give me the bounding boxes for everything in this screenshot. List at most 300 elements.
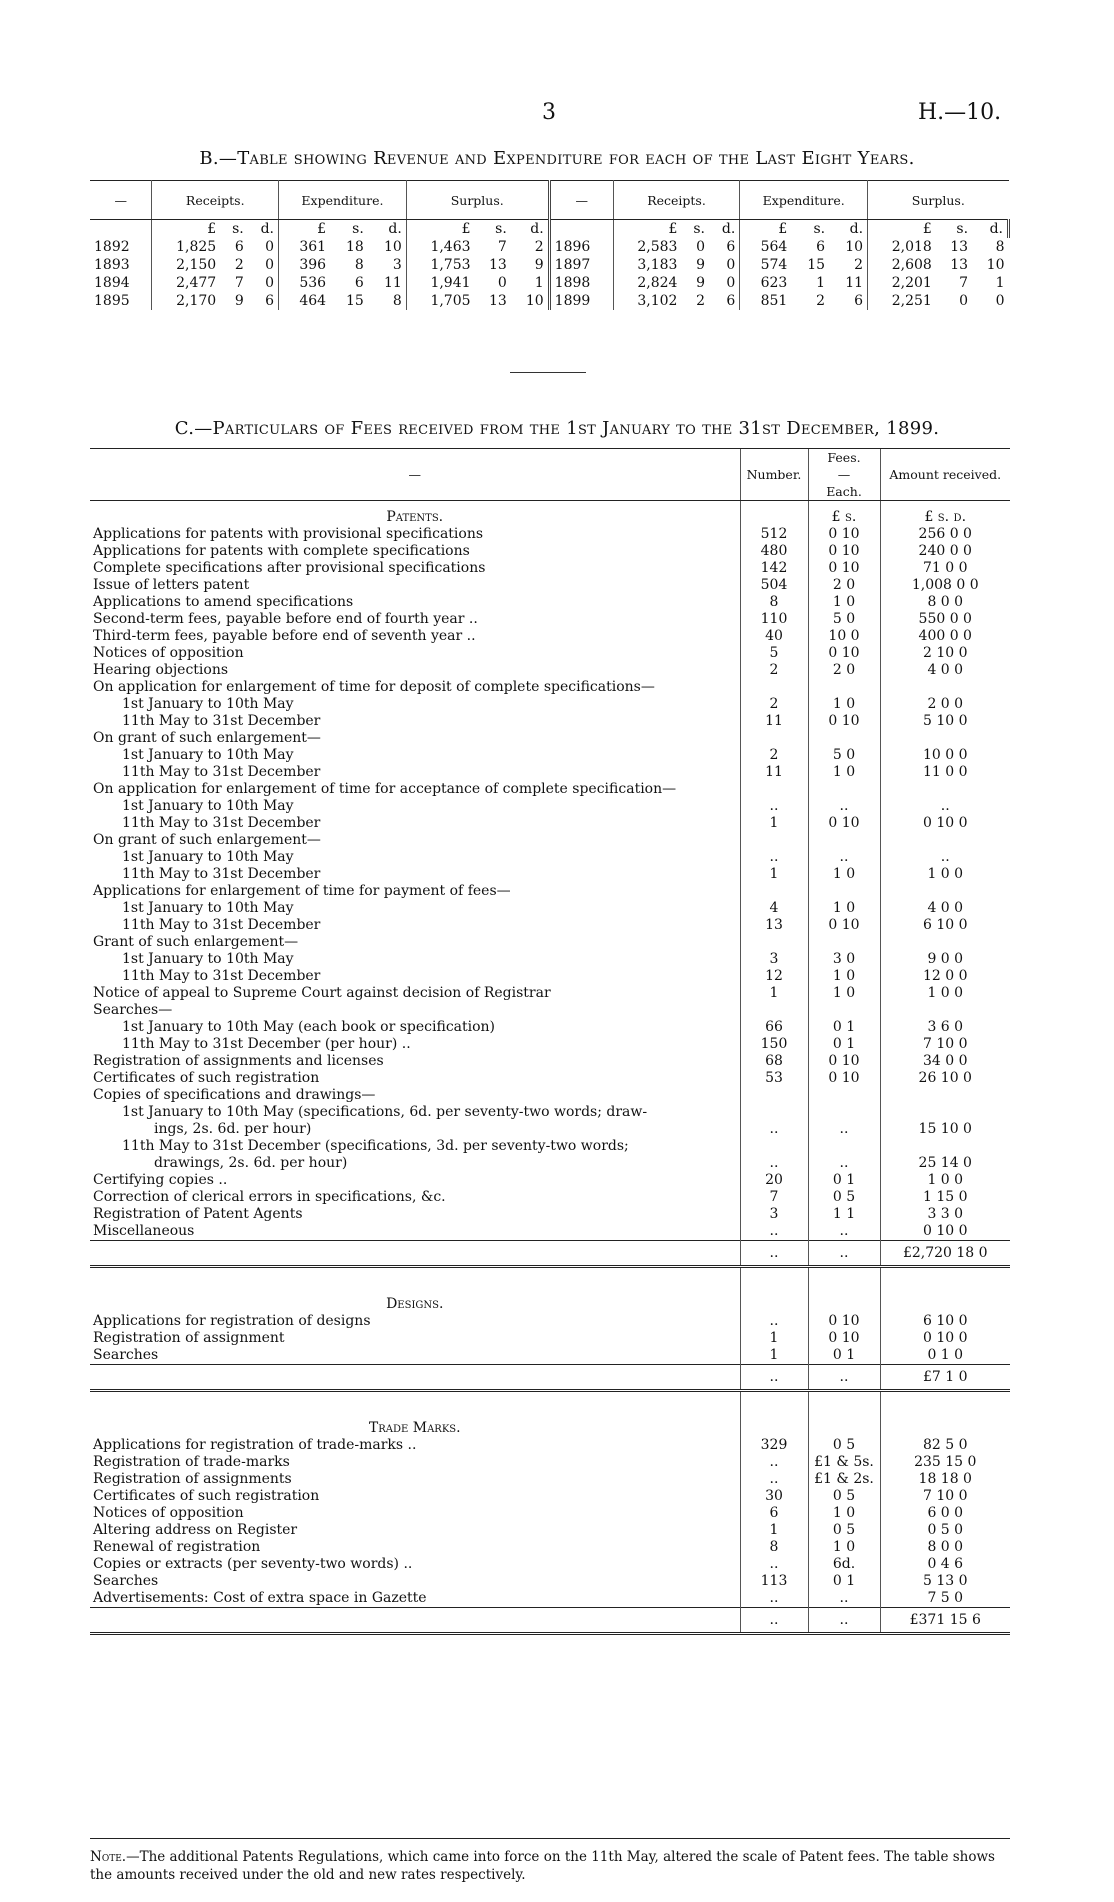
description-cell: ings, 2s. 6d. per hour)	[154, 1121, 312, 1137]
number-cell	[740, 679, 808, 696]
section-heading-row	[90, 501, 1010, 527]
year-cell: 1897	[549, 256, 613, 274]
unit-label: d.	[829, 220, 868, 239]
number-cell: 2	[740, 696, 808, 713]
empty-cell	[880, 1267, 1010, 1289]
unit-label: s.	[495, 221, 507, 237]
money-cell: 10	[511, 292, 549, 310]
unit-label: d.	[368, 220, 407, 239]
amount-cell	[880, 1002, 1010, 1019]
money-cell: 0	[995, 293, 1005, 309]
amount-cell: 0 10 0	[880, 1223, 1010, 1241]
col-fees-label: Fees.	[827, 450, 861, 465]
description-cell: Altering address on Register	[93, 1522, 298, 1538]
col-amount: Amount received.	[880, 449, 1010, 501]
fee-cell: 0 1	[808, 1172, 880, 1189]
table-row	[90, 256, 1009, 274]
money-cell: 6	[816, 239, 826, 255]
number-cell: 110	[740, 611, 808, 628]
table-row	[90, 1505, 1010, 1522]
col-expenditure: Expenditure.	[279, 181, 407, 220]
year-cell: 1894	[90, 274, 152, 292]
number-cell: 8	[740, 594, 808, 611]
number-cell: ..	[740, 1155, 808, 1172]
unit-label: £ s. d.	[880, 501, 1010, 527]
table-row	[90, 1573, 1010, 1590]
number-cell: ..	[740, 1365, 808, 1391]
number-cell: 12	[740, 968, 808, 985]
table-row	[90, 1036, 1010, 1053]
total-amount: £2,720 18 0	[880, 1241, 1010, 1267]
table-row	[90, 679, 1010, 696]
amount-cell: 7 10 0	[880, 1488, 1010, 1505]
money-cell: 1	[511, 274, 549, 292]
money-cell: 2	[511, 238, 549, 256]
amount-cell: 71 0 0	[880, 560, 1010, 577]
table-row	[90, 1556, 1010, 1573]
description-cell: Second-term fees, payable before end of fourth year ..	[93, 611, 478, 627]
units-row	[90, 220, 1009, 239]
fee-cell: 1 0	[808, 968, 880, 985]
amount-cell: 550 0 0	[880, 611, 1010, 628]
amount-cell: 18 18 0	[880, 1471, 1010, 1488]
number-cell: 1	[740, 985, 808, 1002]
unit-label	[808, 1288, 880, 1313]
description-cell: 1st January to 10th May	[122, 951, 294, 967]
money-cell: 6	[354, 275, 364, 291]
total-amount: £7 1 0	[880, 1365, 1010, 1391]
amount-cell: 7 10 0	[880, 1036, 1010, 1053]
number-cell: 7	[740, 1189, 808, 1206]
amount-cell	[880, 832, 1010, 849]
fee-cell: 10 0	[808, 628, 880, 645]
money-cell: 564	[760, 239, 788, 255]
amount-cell: 2 0 0	[880, 696, 1010, 713]
total-row	[90, 1241, 1010, 1267]
fee-cell: 0 10	[808, 560, 880, 577]
money-cell: 1,463	[430, 239, 471, 255]
description-cell: 1st January to 10th May	[122, 798, 294, 814]
col-receipts: Receipts.	[613, 181, 740, 220]
fee-cell: 5 0	[808, 747, 880, 764]
number-cell: 11	[740, 713, 808, 730]
money-cell: 15	[345, 293, 364, 309]
amount-cell	[880, 679, 1010, 696]
money-cell: 0	[709, 274, 740, 292]
money-cell: 9	[234, 293, 244, 309]
money-cell: 574	[760, 257, 788, 273]
description-cell: Copies or extracts (per seventy-two words) ..	[93, 1556, 413, 1572]
empty-cell	[90, 1267, 740, 1289]
money-cell: 6	[234, 239, 244, 255]
empty-cell	[808, 1391, 880, 1413]
amount-cell: 82 5 0	[880, 1437, 1010, 1454]
table-row	[90, 1104, 1010, 1121]
table-row	[90, 594, 1010, 611]
fee-cell: 1 0	[808, 866, 880, 883]
fee-cell: 1 0	[808, 900, 880, 917]
revenue-expenditure-table	[90, 180, 1010, 310]
table-row	[90, 900, 1010, 917]
number-cell	[740, 1104, 808, 1121]
amount-cell: 0 10 0	[880, 815, 1010, 832]
money-cell: 9	[696, 257, 706, 273]
table-row	[90, 866, 1010, 883]
description-cell: 11th May to 31st December (specifications, 3d. per seventy-two words;	[122, 1138, 629, 1154]
money-cell: 18	[345, 239, 364, 255]
units-spacer	[549, 220, 613, 239]
description-cell: Notices of opposition	[93, 1505, 244, 1521]
fee-cell: ..	[808, 1121, 880, 1138]
table-row	[90, 611, 1010, 628]
section-heading: Patents.	[386, 509, 444, 525]
table-row	[90, 764, 1010, 781]
section-heading: Trade Marks.	[368, 1420, 461, 1436]
fee-cell	[808, 934, 880, 951]
description-cell: Certifying copies ..	[93, 1172, 228, 1188]
number-cell: ..	[740, 1313, 808, 1330]
fee-cell: ..	[808, 1241, 880, 1267]
description-cell: 11th May to 31st December	[122, 866, 321, 882]
money-cell: 0	[248, 274, 279, 292]
empty-cell	[740, 1412, 808, 1437]
money-cell: 2,251	[891, 293, 932, 309]
table-row	[90, 747, 1010, 764]
money-cell: 0	[959, 293, 969, 309]
number-cell: 3	[740, 1206, 808, 1223]
description-cell: On grant of such enlargement—	[93, 730, 321, 746]
fee-cell: ..	[808, 1608, 880, 1634]
description-cell: Issue of letters patent	[93, 577, 250, 593]
empty-cell	[90, 1365, 740, 1391]
unit-label: £	[461, 221, 471, 237]
amount-cell: 10 0 0	[880, 747, 1010, 764]
number-cell	[740, 1087, 808, 1104]
unit-label: d.	[972, 220, 1008, 239]
amount-cell	[880, 883, 1010, 900]
money-cell: 9	[696, 275, 706, 291]
amount-cell: 6 0 0	[880, 1505, 1010, 1522]
section-heading: Designs.	[386, 1296, 444, 1312]
table-row	[90, 526, 1010, 543]
col-surplus: Surplus.	[868, 181, 1009, 220]
description-cell: Hearing objections	[93, 662, 229, 678]
fee-cell	[808, 1104, 880, 1121]
fees-table	[90, 448, 1010, 1635]
fee-cell: 0 10	[808, 815, 880, 832]
number-cell: 512	[740, 526, 808, 543]
description-cell: Grant of such enlargement—	[93, 934, 299, 950]
number-cell: 53	[740, 1070, 808, 1087]
unit-label: £	[922, 221, 932, 237]
money-cell: 13	[488, 293, 507, 309]
amount-cell: 240 0 0	[880, 543, 1010, 560]
table-row	[90, 883, 1010, 900]
table-row	[90, 645, 1010, 662]
money-cell: 1	[995, 275, 1005, 291]
total-row	[90, 1608, 1010, 1634]
fee-cell: 0 5	[808, 1522, 880, 1539]
table-row	[90, 781, 1010, 798]
col-fees-each: Each.	[826, 484, 862, 499]
amount-cell: 3 3 0	[880, 1206, 1010, 1223]
col-fees	[808, 449, 880, 501]
amount-cell: 7 5 0	[880, 1590, 1010, 1608]
empty-cell	[90, 1391, 740, 1413]
description-cell: Applications for enlargement of time for payment of fees—	[93, 883, 511, 899]
unit-label: s.	[232, 221, 244, 237]
money-cell: 7	[234, 275, 244, 291]
money-cell: 2	[234, 257, 244, 273]
fee-cell: 0 1	[808, 1573, 880, 1590]
table-row	[90, 1002, 1010, 1019]
money-cell: 1,825	[176, 239, 217, 255]
description-cell: Notices of opposition	[93, 645, 244, 661]
table-row	[90, 1223, 1010, 1241]
fee-cell: ..	[808, 1590, 880, 1608]
amount-cell: 235 15 0	[880, 1454, 1010, 1471]
description-cell: On application for enlargement of time for deposit of complete specifications—	[93, 679, 655, 695]
fee-cell: 0 5	[808, 1189, 880, 1206]
amount-cell: 5 13 0	[880, 1573, 1010, 1590]
fee-cell: 1 0	[808, 594, 880, 611]
money-cell: 0	[497, 275, 507, 291]
money-cell: 8	[995, 239, 1005, 255]
table-row	[90, 985, 1010, 1002]
col-surplus: Surplus.	[406, 181, 549, 220]
unit-label: d.	[709, 220, 740, 239]
amount-cell: 400 0 0	[880, 628, 1010, 645]
description-cell: Complete specifications after provisional specifications	[93, 560, 486, 576]
amount-cell: 1,008 0 0	[880, 577, 1010, 594]
fee-cell	[808, 832, 880, 849]
unit-label: d.	[248, 220, 279, 239]
number-cell: ..	[740, 1241, 808, 1267]
table-row	[90, 730, 1010, 747]
year-cell: 1893	[90, 256, 152, 274]
empty-cell	[740, 501, 808, 527]
unit-label: s.	[813, 221, 826, 237]
unit-label: £	[207, 221, 217, 237]
money-cell: 2	[696, 293, 706, 309]
fee-cell: 2 0	[808, 577, 880, 594]
money-cell: 6	[709, 238, 740, 256]
year-cell: 1895	[90, 292, 152, 310]
fee-cell: ..	[808, 798, 880, 815]
description-cell: 1st January to 10th May	[122, 849, 294, 865]
description-cell: Applications for patents with provisional specifications	[93, 526, 484, 542]
money-cell: 6	[709, 292, 740, 310]
table-row	[90, 543, 1010, 560]
unit-label: d.	[511, 220, 549, 239]
amount-cell: 256 0 0	[880, 526, 1010, 543]
money-cell: 9	[511, 256, 549, 274]
description-cell: drawings, 2s. 6d. per hour)	[154, 1155, 348, 1171]
table-row	[90, 696, 1010, 713]
money-cell: 8	[368, 292, 407, 310]
money-cell: 3	[368, 256, 407, 274]
amount-cell	[880, 1138, 1010, 1155]
description-cell: 11th May to 31st December (per hour) ..	[122, 1036, 411, 1052]
number-cell: 11	[740, 764, 808, 781]
table-row	[90, 1070, 1010, 1087]
fee-cell	[808, 730, 880, 747]
note-label: Note.	[90, 1849, 127, 1865]
money-cell: 2,201	[891, 275, 932, 291]
number-cell: 66	[740, 1019, 808, 1036]
amount-cell: 26 10 0	[880, 1070, 1010, 1087]
money-cell: 0	[709, 256, 740, 274]
description-cell: On application for enlargement of time for acceptance of complete specification—	[93, 781, 677, 797]
description-cell: 11th May to 31st December	[122, 713, 321, 729]
number-cell: 504	[740, 577, 808, 594]
number-cell: 3	[740, 951, 808, 968]
fee-cell: 1 0	[808, 1505, 880, 1522]
unit-label	[880, 1412, 1010, 1437]
amount-cell: 1 0 0	[880, 866, 1010, 883]
table-row	[90, 1539, 1010, 1556]
number-cell: ..	[740, 1223, 808, 1241]
number-cell: ..	[740, 1608, 808, 1634]
number-cell	[740, 1138, 808, 1155]
col-fees-dash: —	[837, 467, 851, 482]
amount-cell: 12 0 0	[880, 968, 1010, 985]
number-cell: ..	[740, 1121, 808, 1138]
table-row	[90, 849, 1010, 866]
number-cell: 113	[740, 1573, 808, 1590]
money-cell: 2,018	[891, 239, 932, 255]
fee-cell: 0 10	[808, 1070, 880, 1087]
number-cell: 2	[740, 747, 808, 764]
fee-cell	[808, 1087, 880, 1104]
amount-cell: ..	[880, 798, 1010, 815]
number-cell: ..	[740, 1454, 808, 1471]
year-cell: 1892	[90, 238, 152, 256]
money-cell: 2,150	[176, 257, 217, 273]
table-row	[90, 917, 1010, 934]
number-cell	[740, 1002, 808, 1019]
table-row	[90, 1330, 1010, 1347]
table-row	[90, 1347, 1010, 1365]
units-spacer	[90, 220, 152, 239]
description-cell: Registration of Patent Agents	[93, 1206, 303, 1222]
money-cell: 2,608	[891, 257, 932, 273]
money-cell: 6	[248, 292, 279, 310]
money-cell: 3,102	[637, 293, 678, 309]
description-cell: 1st January to 10th May (specifications, 6d. per seventy-two words; draw-	[122, 1104, 648, 1120]
description-cell: 11th May to 31st December	[122, 815, 321, 831]
money-cell: 13	[950, 257, 969, 273]
description-cell: Registration of assignments	[93, 1471, 292, 1487]
amount-cell: 3 6 0	[880, 1019, 1010, 1036]
fee-cell: 1 0	[808, 1539, 880, 1556]
money-cell: 3,183	[637, 257, 678, 273]
money-cell: 2	[829, 256, 868, 274]
number-cell	[740, 934, 808, 951]
note-rule	[90, 1838, 1010, 1839]
amount-cell	[880, 730, 1010, 747]
unit-label: £ s.	[808, 501, 880, 527]
fee-cell: ..	[808, 1155, 880, 1172]
amount-cell: 4 0 0	[880, 662, 1010, 679]
description-cell: Renewal of registration	[93, 1539, 261, 1555]
description-cell: Searches	[93, 1347, 159, 1363]
fee-cell: £1 & 5s.	[808, 1454, 880, 1471]
money-cell: 1,753	[430, 257, 471, 273]
number-cell: 40	[740, 628, 808, 645]
fee-cell	[808, 1138, 880, 1155]
table-b-title: B.—Table showing Revenue and Expenditure for each of the Last Eight Years.	[199, 148, 915, 169]
amount-cell	[880, 781, 1010, 798]
description-cell: Registration of assignments and licenses	[93, 1053, 384, 1069]
amount-cell: 25 14 0	[880, 1155, 1010, 1172]
col-dash: —	[90, 181, 152, 220]
money-cell: 11	[368, 274, 407, 292]
number-cell	[740, 781, 808, 798]
number-cell: 6	[740, 1505, 808, 1522]
number-cell: 20	[740, 1172, 808, 1189]
amount-cell	[880, 934, 1010, 951]
table-row	[90, 628, 1010, 645]
description-cell: Correction of clerical errors in specifications, &c.	[93, 1189, 446, 1205]
number-cell: ..	[740, 1590, 808, 1608]
amount-cell: ..	[880, 849, 1010, 866]
empty-cell	[740, 1267, 808, 1289]
amount-cell: 4 0 0	[880, 900, 1010, 917]
description-cell: Notice of appeal to Supreme Court against decision of Registrar	[93, 985, 551, 1001]
table-row	[90, 951, 1010, 968]
section-divider	[510, 372, 586, 373]
money-cell: 1,941	[430, 275, 471, 291]
description-cell: Registration of trade-marks	[93, 1454, 290, 1470]
money-cell: 10	[986, 257, 1005, 273]
table-row	[90, 1172, 1010, 1189]
table-row	[90, 577, 1010, 594]
number-cell: 1	[740, 815, 808, 832]
description-cell: Registration of assignment	[93, 1330, 285, 1346]
col-number: Number.	[740, 449, 808, 501]
description-cell: Applications for registration of trade-marks ..	[93, 1437, 417, 1453]
table-c-title: C.—Particulars of Fees received from the 1st January to the 31st December, 1899.	[174, 418, 940, 439]
spacer-row	[90, 1391, 1010, 1413]
fee-cell: 1 0	[808, 985, 880, 1002]
money-cell: 0	[248, 256, 279, 274]
number-cell: 5	[740, 645, 808, 662]
table-row	[90, 1488, 1010, 1505]
amount-cell: 11 0 0	[880, 764, 1010, 781]
unit-label: £	[668, 221, 678, 237]
fee-cell	[808, 1002, 880, 1019]
amount-cell: 6 10 0	[880, 1313, 1010, 1330]
fee-cell: 0 1	[808, 1019, 880, 1036]
fee-cell: 6d.	[808, 1556, 880, 1573]
number-cell: ..	[740, 798, 808, 815]
number-cell: 68	[740, 1053, 808, 1070]
fee-cell: 0 10	[808, 917, 880, 934]
total-amount: £371 15 6	[880, 1608, 1010, 1634]
footnote	[90, 1848, 1010, 1884]
amount-cell	[880, 1104, 1010, 1121]
number-cell: 4	[740, 900, 808, 917]
money-cell: 1	[816, 275, 826, 291]
fee-cell: ..	[808, 849, 880, 866]
description-cell: 11th May to 31st December	[122, 968, 321, 984]
money-cell: 13	[488, 257, 507, 273]
description-cell: Applications for registration of designs	[93, 1313, 371, 1329]
empty-cell	[808, 1267, 880, 1289]
fee-cell: 1 0	[808, 764, 880, 781]
empty-cell	[90, 1241, 740, 1267]
